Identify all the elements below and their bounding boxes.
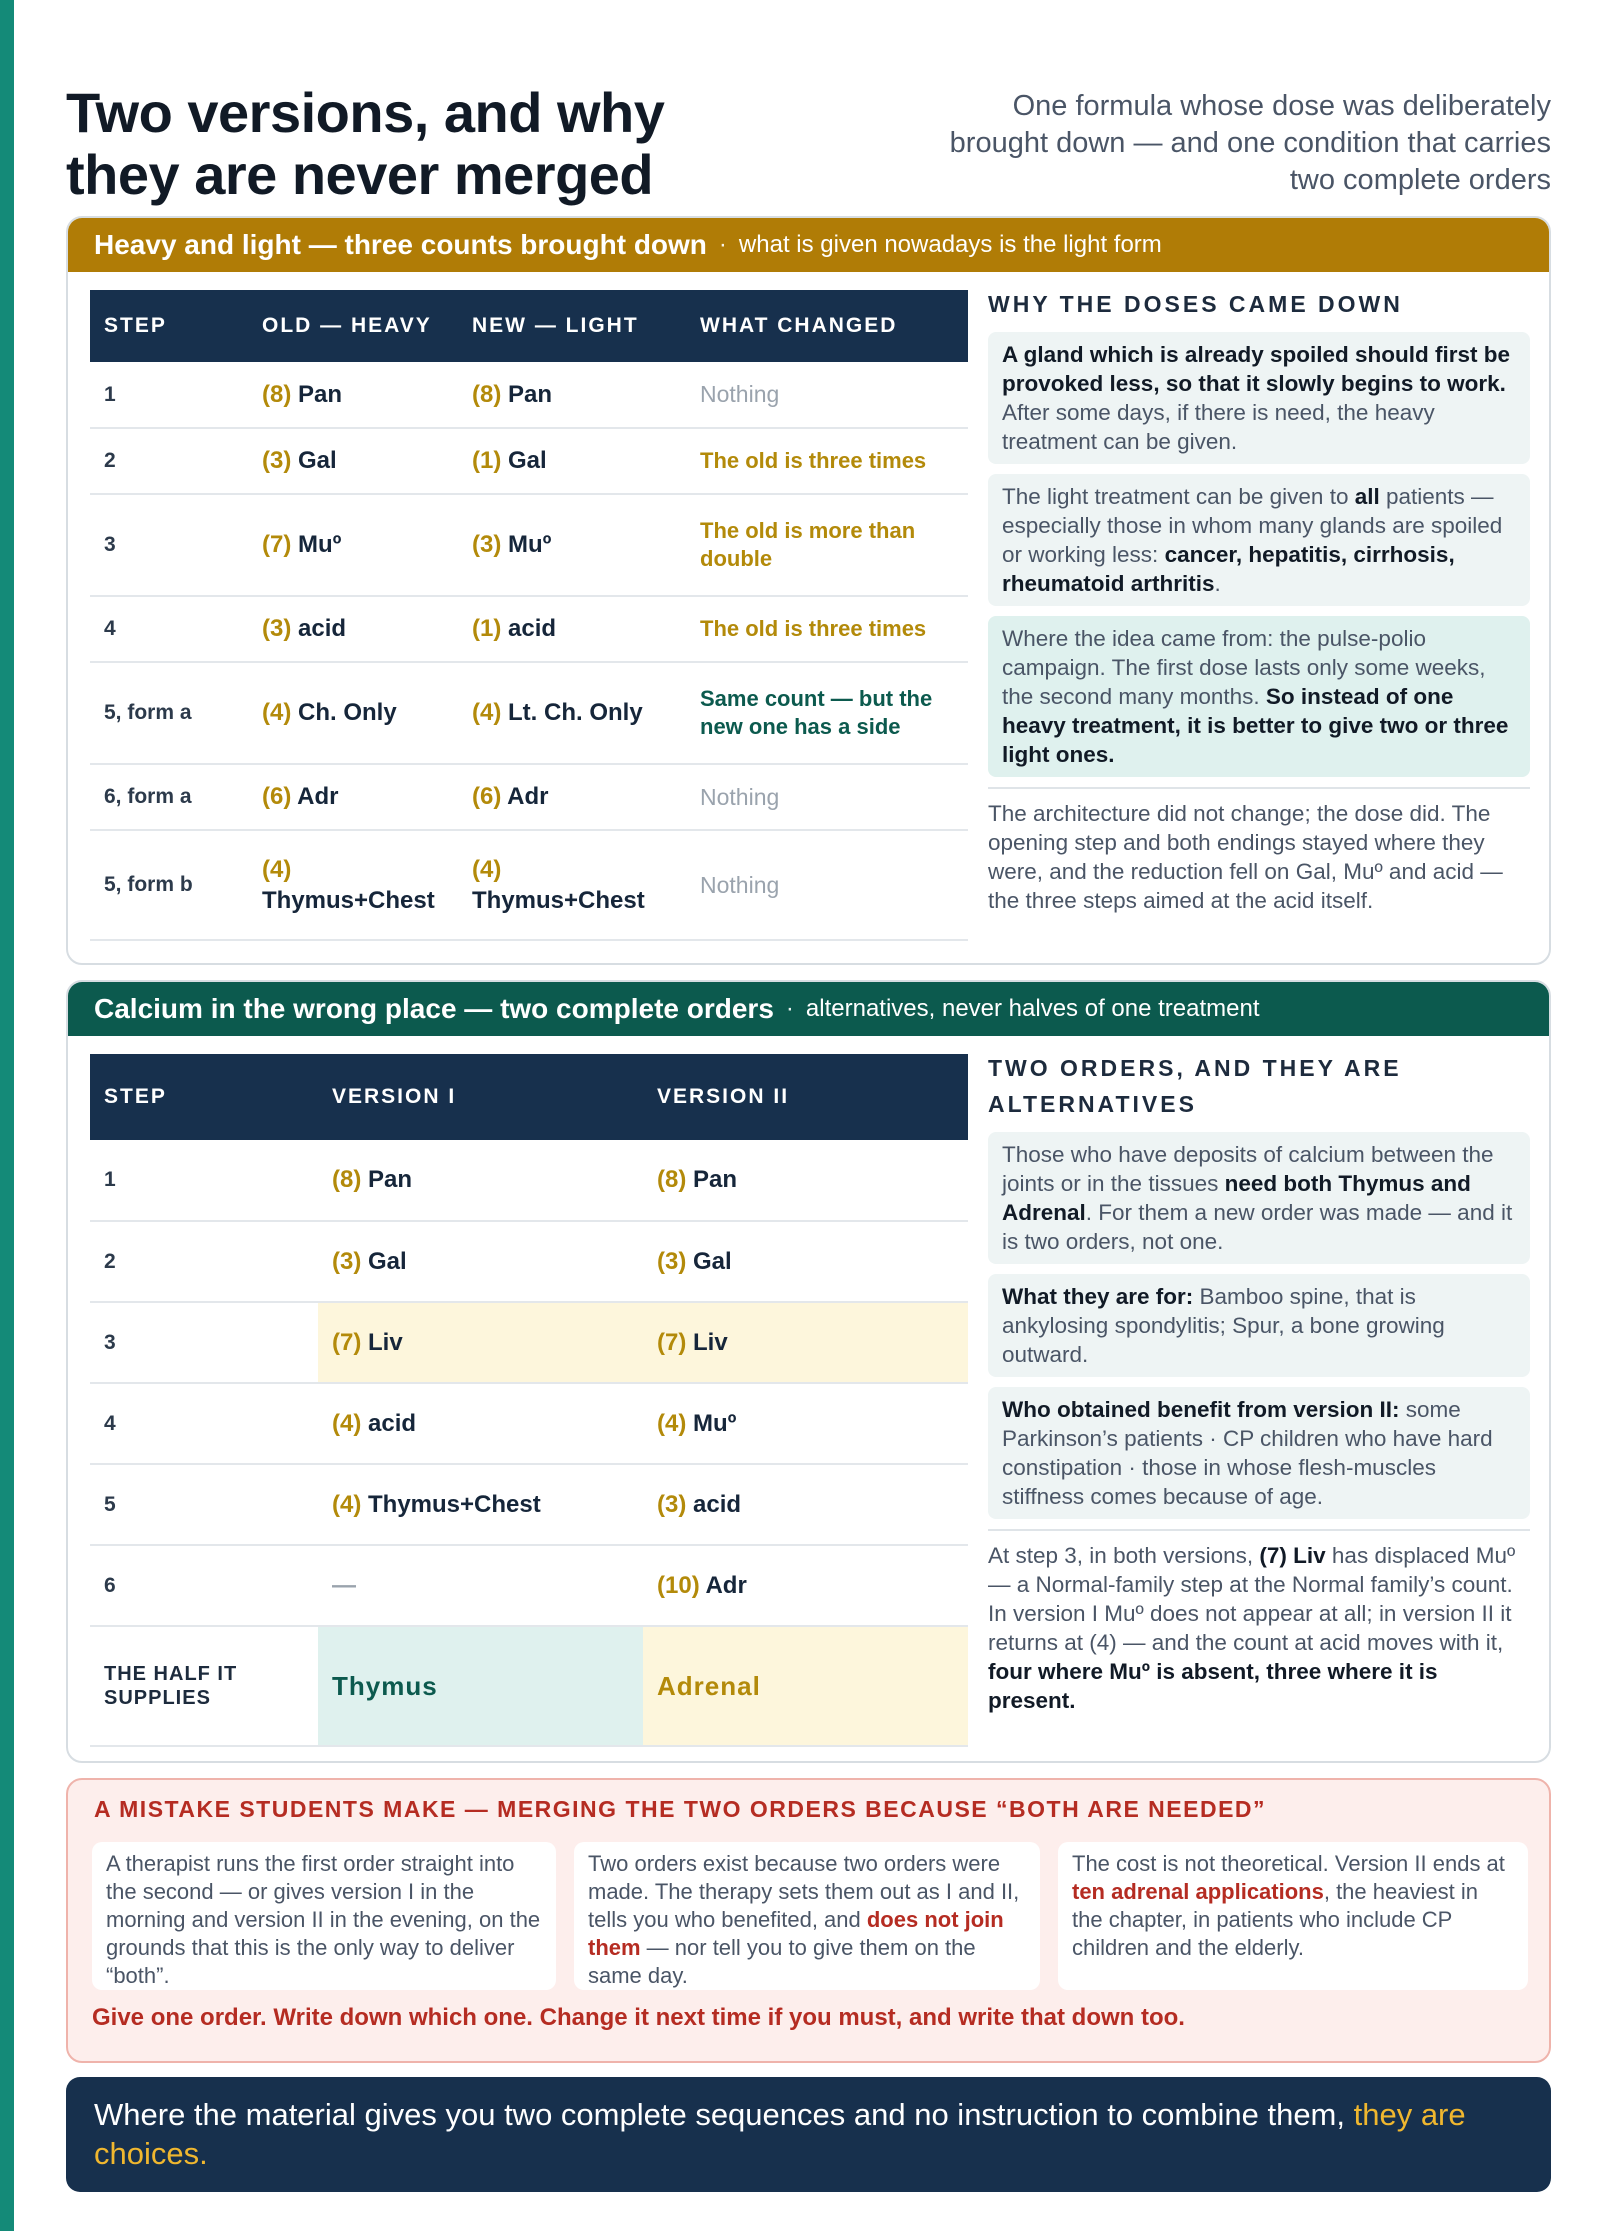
count: (4): [332, 1490, 362, 1518]
formula: Pan: [693, 1166, 738, 1193]
version-one-cell: [318, 1464, 643, 1545]
count: (10): [657, 1571, 700, 1599]
info-box: [988, 1132, 1530, 1264]
mistake-card: A therapist runs the first order straight into the second — or gives version I in the morning and version II in the evening, on the grounds that this is the only way to deliver “both”.: [92, 1842, 556, 1990]
card-text: — nor tell you to give them on the same day.: [588, 1935, 976, 1988]
box-text: . For them a new order was made — and it is two orders, not one.: [1002, 1200, 1513, 1254]
count: (7): [657, 1328, 687, 1356]
count: (8): [472, 380, 502, 408]
formula: Gal: [693, 1247, 732, 1275]
step-cell: 2: [90, 1221, 318, 1302]
version-one-cell: [318, 1221, 643, 1302]
version-two-cell: [643, 1464, 968, 1545]
mistake-rule: Give one order. Write down which one. Change it next time if you must, and write that down too.: [92, 2004, 1185, 2031]
mistake-card: [1058, 1842, 1528, 1990]
version-two-cell: [643, 1221, 968, 1302]
box-bold: all: [1354, 484, 1380, 509]
step-cell: 5, form a: [90, 662, 248, 764]
new-dose-cell: [458, 830, 686, 940]
count: (8): [657, 1166, 687, 1193]
count: (4): [332, 1409, 362, 1437]
count: (8): [262, 380, 292, 408]
count: (1): [472, 615, 502, 642]
table-row: [90, 830, 968, 940]
formula: Liv: [368, 1328, 403, 1356]
heavy-light-panel: [66, 216, 1551, 965]
formula: acid: [693, 1490, 742, 1518]
box-bold: What they are for:: [1002, 1284, 1194, 1309]
version-one-cell: [318, 1140, 643, 1221]
page: [66, 0, 1551, 2171]
table-row: [90, 596, 968, 662]
half-label-cell: THE HALF IT SUPPLIES: [90, 1626, 318, 1746]
old-dose-cell: [248, 362, 458, 428]
formula: Muº: [298, 531, 342, 558]
info-box: [988, 474, 1530, 606]
version-two-cell: [643, 1545, 968, 1626]
mistake-panel: [66, 1778, 1551, 2063]
summary-note: [988, 1529, 1530, 1715]
box-text: Those who have deposits of calcium between the joints or in the tissues: [1002, 1142, 1494, 1196]
box-bold: A gland which is already spoiled should first be provoked less, so that it slowly begins to work.: [1002, 342, 1511, 396]
count: (4): [472, 699, 502, 726]
count: (1): [472, 447, 502, 474]
version-two-cell: [643, 1302, 968, 1383]
count: (3): [262, 447, 292, 474]
table-row: [90, 1545, 968, 1626]
table-row: [90, 764, 968, 830]
column-header: STEP: [90, 290, 248, 362]
banner-accent: they are choices.: [94, 2097, 1466, 2171]
new-dose-cell: [458, 764, 686, 830]
table-header-row: [90, 290, 968, 362]
step-cell: 6, form a: [90, 764, 248, 830]
table-row: [90, 1140, 968, 1221]
column-header: NEW — LIGHT: [458, 290, 686, 362]
half-version-two: Adrenal: [643, 1626, 968, 1746]
column-header: OLD — HEAVY: [248, 290, 458, 362]
panel-subtitle: alternatives, never halves of one treatment: [805, 995, 1260, 1022]
step-cell: 5: [90, 1464, 318, 1545]
panel-title: Calcium in the wrong place — two complete orders: [94, 993, 774, 1024]
count: (3): [332, 1247, 362, 1275]
half-version-one: Thymus: [318, 1626, 643, 1746]
count: (4): [657, 1409, 687, 1437]
change-cell: Nothing: [686, 830, 968, 940]
box-bold: cancer, hepatitis, cirrhosis, rheumatoid arthritis: [1002, 542, 1455, 596]
formula: Lt. Ch. Only: [508, 699, 643, 726]
panel-separator: ·: [785, 995, 794, 1022]
box-bold: So instead of one heavy treatment, it is better to give two or three light ones.: [1002, 684, 1509, 767]
panel-header: [68, 218, 1549, 272]
sidebar-heading: WHY THE DOSES CAME DOWN: [988, 291, 1403, 317]
count: (8): [332, 1166, 362, 1193]
box-bold: Who obtained benefit from version II:: [1002, 1397, 1400, 1422]
change-cell: The old is three times: [686, 596, 968, 662]
count: (6): [472, 783, 502, 810]
step-cell: 1: [90, 1140, 318, 1221]
card-bold: ten adrenal applications: [1072, 1879, 1324, 1904]
box-text: some Parkinson’s patients · CP children who have hard constipation · those in whose flesh-muscles stiffness comes because of age.: [1002, 1397, 1493, 1509]
box-text: .: [1214, 571, 1221, 596]
note-bold: four where Muº is absent, three where it is present.: [988, 1659, 1438, 1713]
change-cell: Nothing: [686, 362, 968, 428]
step-cell: 3: [90, 1302, 318, 1383]
dose-comparison-table: [90, 290, 968, 941]
version-one-cell: [318, 1302, 643, 1383]
info-box: [988, 1274, 1530, 1377]
step-cell: 4: [90, 596, 248, 662]
count: (4): [262, 699, 292, 726]
old-dose-cell: [248, 662, 458, 764]
version-two-cell: [643, 1383, 968, 1464]
new-dose-cell: [458, 662, 686, 764]
version-two-cell: [643, 1140, 968, 1221]
old-dose-cell: [248, 764, 458, 830]
formula: Thymus+Chest: [368, 1490, 541, 1518]
info-box: [988, 1387, 1530, 1519]
count: (4): [472, 856, 502, 883]
count: (7): [332, 1328, 362, 1356]
column-header: WHAT CHANGED: [686, 290, 968, 362]
formula: Gal: [298, 447, 337, 474]
formula: —: [332, 1571, 356, 1599]
versions-table: [90, 1054, 968, 1747]
formula: Liv: [693, 1328, 728, 1356]
header: [66, 0, 1551, 205]
count: (3): [657, 1490, 687, 1518]
alternatives-sidebar: [988, 1050, 1530, 1725]
panel-subtitle: what is given nowadays is the light form: [738, 231, 1162, 258]
step-cell: 6: [90, 1545, 318, 1626]
page-title: Two versions, and why they are never merged: [66, 81, 665, 206]
table-row: [90, 494, 968, 596]
version-one-cell: [318, 1383, 643, 1464]
why-doses-sidebar: [988, 286, 1530, 925]
box-text: After some days, if there is need, the heavy treatment can be given.: [1002, 400, 1435, 454]
step-cell: 4: [90, 1383, 318, 1464]
change-cell: Same count — but the new one has a side: [686, 662, 968, 764]
mistake-card: [574, 1842, 1040, 1990]
change-cell: The old is more than double: [686, 494, 968, 596]
table-row: [90, 662, 968, 764]
formula: Adr: [507, 783, 549, 810]
formula: Pan: [508, 380, 553, 408]
panel-separator: ·: [718, 231, 727, 258]
column-header: VERSION II: [643, 1054, 968, 1140]
old-dose-cell: [248, 428, 458, 494]
page-subtitle: One formula whose dose was deliberately brought down — and one condition that carries two complete orders: [949, 90, 1551, 196]
table-row: [90, 428, 968, 494]
card-text: , the heaviest in the chapter, in patients who include CP children and the elderly.: [1072, 1879, 1478, 1960]
new-dose-cell: [458, 494, 686, 596]
formula: acid: [298, 615, 347, 642]
count: (4): [262, 856, 292, 883]
formula: Muº: [508, 531, 552, 558]
old-dose-cell: [248, 830, 458, 940]
step-cell: 3: [90, 494, 248, 596]
new-dose-cell: [458, 428, 686, 494]
left-accent-bar: [0, 0, 14, 2231]
table-row: [90, 1302, 968, 1383]
panel-header: [68, 982, 1549, 1036]
formula: Adr: [705, 1571, 747, 1599]
banner-text: Where the material gives you two complete sequences and no instruction to combine them,: [94, 2097, 1354, 2132]
step-cell: 5, form b: [90, 830, 248, 940]
formula: Ch. Only: [298, 699, 397, 726]
step-cell: 1: [90, 362, 248, 428]
card-bold: does not join them: [588, 1907, 1004, 1960]
calcium-panel: [66, 980, 1551, 1763]
box-bold: need both Thymus and Adrenal: [1002, 1171, 1471, 1225]
old-dose-cell: [248, 494, 458, 596]
table-row: [90, 362, 968, 428]
note-bold: (7) Liv: [1259, 1543, 1326, 1568]
column-header: STEP: [90, 1054, 318, 1140]
conclusion-banner: [66, 2077, 1551, 2192]
mistake-heading: A MISTAKE STUDENTS MAKE — MERGING THE TWO ORDERS BECAUSE “BOTH ARE NEEDED”: [94, 1796, 1267, 1822]
formula: Thymus+Chest: [262, 887, 435, 914]
card-text: The cost is not theoretical. Version II ends at: [1072, 1851, 1505, 1876]
note-text: has displaced Muº — a Normal-family step at the Normal family’s count. In version I Muº does not appear at all; in version II it returns at (4) — and the count at acid moves with it,: [988, 1543, 1516, 1655]
formula: Muº: [693, 1409, 737, 1437]
half-supplies-row: [90, 1626, 968, 1746]
count: (3): [472, 531, 502, 558]
formula: acid: [368, 1409, 417, 1437]
formula: Pan: [368, 1166, 413, 1193]
step-cell: 2: [90, 428, 248, 494]
count: (7): [262, 531, 292, 558]
version-one-cell: [318, 1545, 643, 1626]
new-dose-cell: [458, 362, 686, 428]
change-cell: The old is three times: [686, 428, 968, 494]
count: (3): [657, 1247, 687, 1275]
box-text: The light treatment can be given to: [1002, 484, 1355, 509]
old-dose-cell: [248, 596, 458, 662]
box-text: patients — especially those in whom many glands are spoiled or working less:: [1002, 484, 1503, 567]
note-text: At step 3, in both versions,: [988, 1543, 1260, 1568]
formula: Pan: [298, 380, 343, 408]
table-row: [90, 1221, 968, 1302]
count: (6): [262, 783, 292, 810]
formula: acid: [508, 615, 557, 642]
column-header: VERSION I: [318, 1054, 643, 1140]
info-box: [988, 332, 1530, 464]
sidebar-heading: TWO ORDERS, AND THEY ARE ALTERNATIVES: [988, 1055, 1402, 1117]
count: (3): [262, 615, 292, 642]
new-dose-cell: [458, 596, 686, 662]
summary-note: The architecture did not change; the dose did. The opening step and both endings stayed where they were, and the reduction fell on Gal, Muº and acid — the three steps aimed at the acid itself.: [988, 787, 1530, 915]
formula: Gal: [368, 1247, 407, 1275]
formula: Adr: [297, 783, 339, 810]
card-text: Two orders exist because two orders were made. The therapy sets them out as I and II, tells you who benefited, and: [588, 1851, 1020, 1932]
table-row: [90, 1464, 968, 1545]
box-text: Bamboo spine, that is ankylosing spondylitis; Spur, a bone growing outward.: [1002, 1284, 1445, 1367]
change-cell: Nothing: [686, 764, 968, 830]
formula: Thymus+Chest: [472, 887, 645, 914]
box-text: Where the idea came from: the pulse-polio campaign. The first dose lasts only some weeks, the second many months.: [1002, 626, 1486, 709]
table-header-row: [90, 1054, 968, 1140]
panel-title: Heavy and light — three counts brought down: [94, 229, 707, 260]
formula: Gal: [508, 447, 547, 474]
info-box: [988, 616, 1530, 777]
table-row: [90, 1383, 968, 1464]
